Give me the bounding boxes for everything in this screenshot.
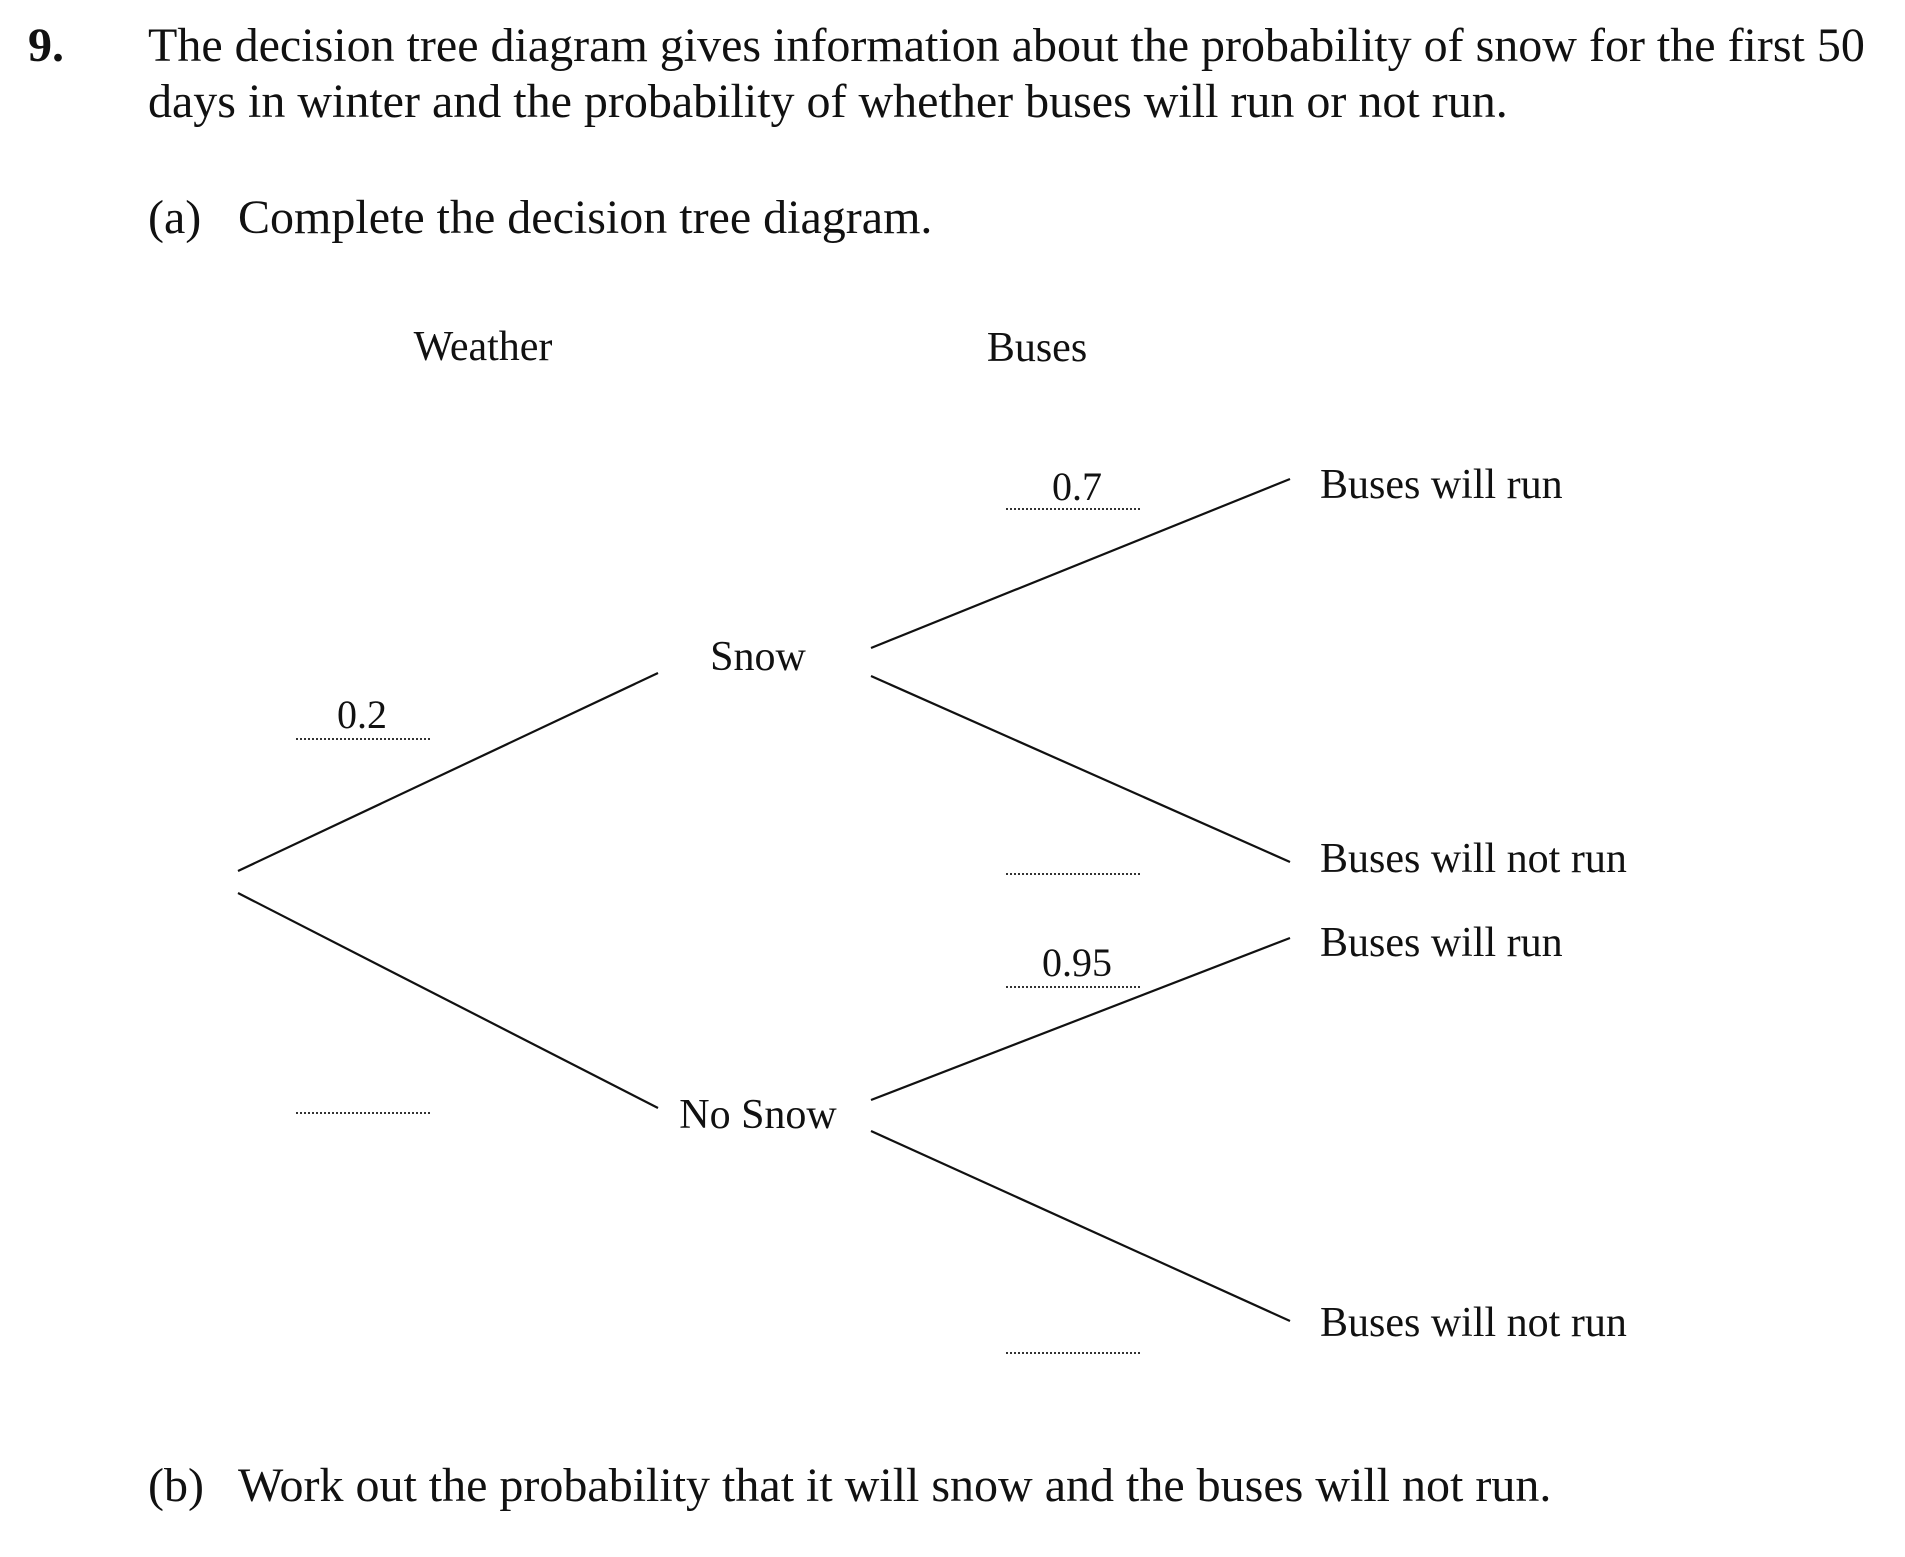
- branch-no-snow: [238, 893, 658, 1108]
- outcome-snow-run: Buses will run: [1320, 462, 1563, 508]
- branch-nosnow-not-run: [871, 1131, 1290, 1321]
- prob-snow-run: 0.7: [1052, 464, 1102, 509]
- part-b: [148, 1458, 1551, 1514]
- node-snow: Snow: [710, 634, 806, 680]
- branch-snow: [238, 673, 658, 871]
- part-b-text: Work out the probability that it will snow and the buses will not run.: [238, 1459, 1552, 1512]
- part-a-text: Complete the decision tree diagram.: [238, 191, 933, 244]
- outcome-nosnow-run: Buses will run: [1320, 920, 1563, 966]
- question-number: 9.: [28, 19, 64, 72]
- question-text: The decision tree diagram gives information about the probability of snow for the first 50 days in winter and the probability of whether buses will run or not run.: [148, 19, 1865, 128]
- outcome-nosnow-not-run: Buses will not run: [1320, 1300, 1627, 1346]
- outcome-snow-not-run: Buses will not run: [1320, 836, 1627, 882]
- part-a-label: (a): [148, 191, 202, 244]
- node-no-snow: No Snow: [679, 1092, 837, 1138]
- weather-header: Weather: [413, 324, 553, 370]
- branch-snow-not-run: [871, 676, 1290, 862]
- part-b-label: (b): [148, 1459, 204, 1512]
- buses-header: Buses: [986, 325, 1088, 371]
- prob-snow: 0.2: [337, 692, 387, 737]
- prob-nosnow-run: 0.95: [1042, 940, 1112, 985]
